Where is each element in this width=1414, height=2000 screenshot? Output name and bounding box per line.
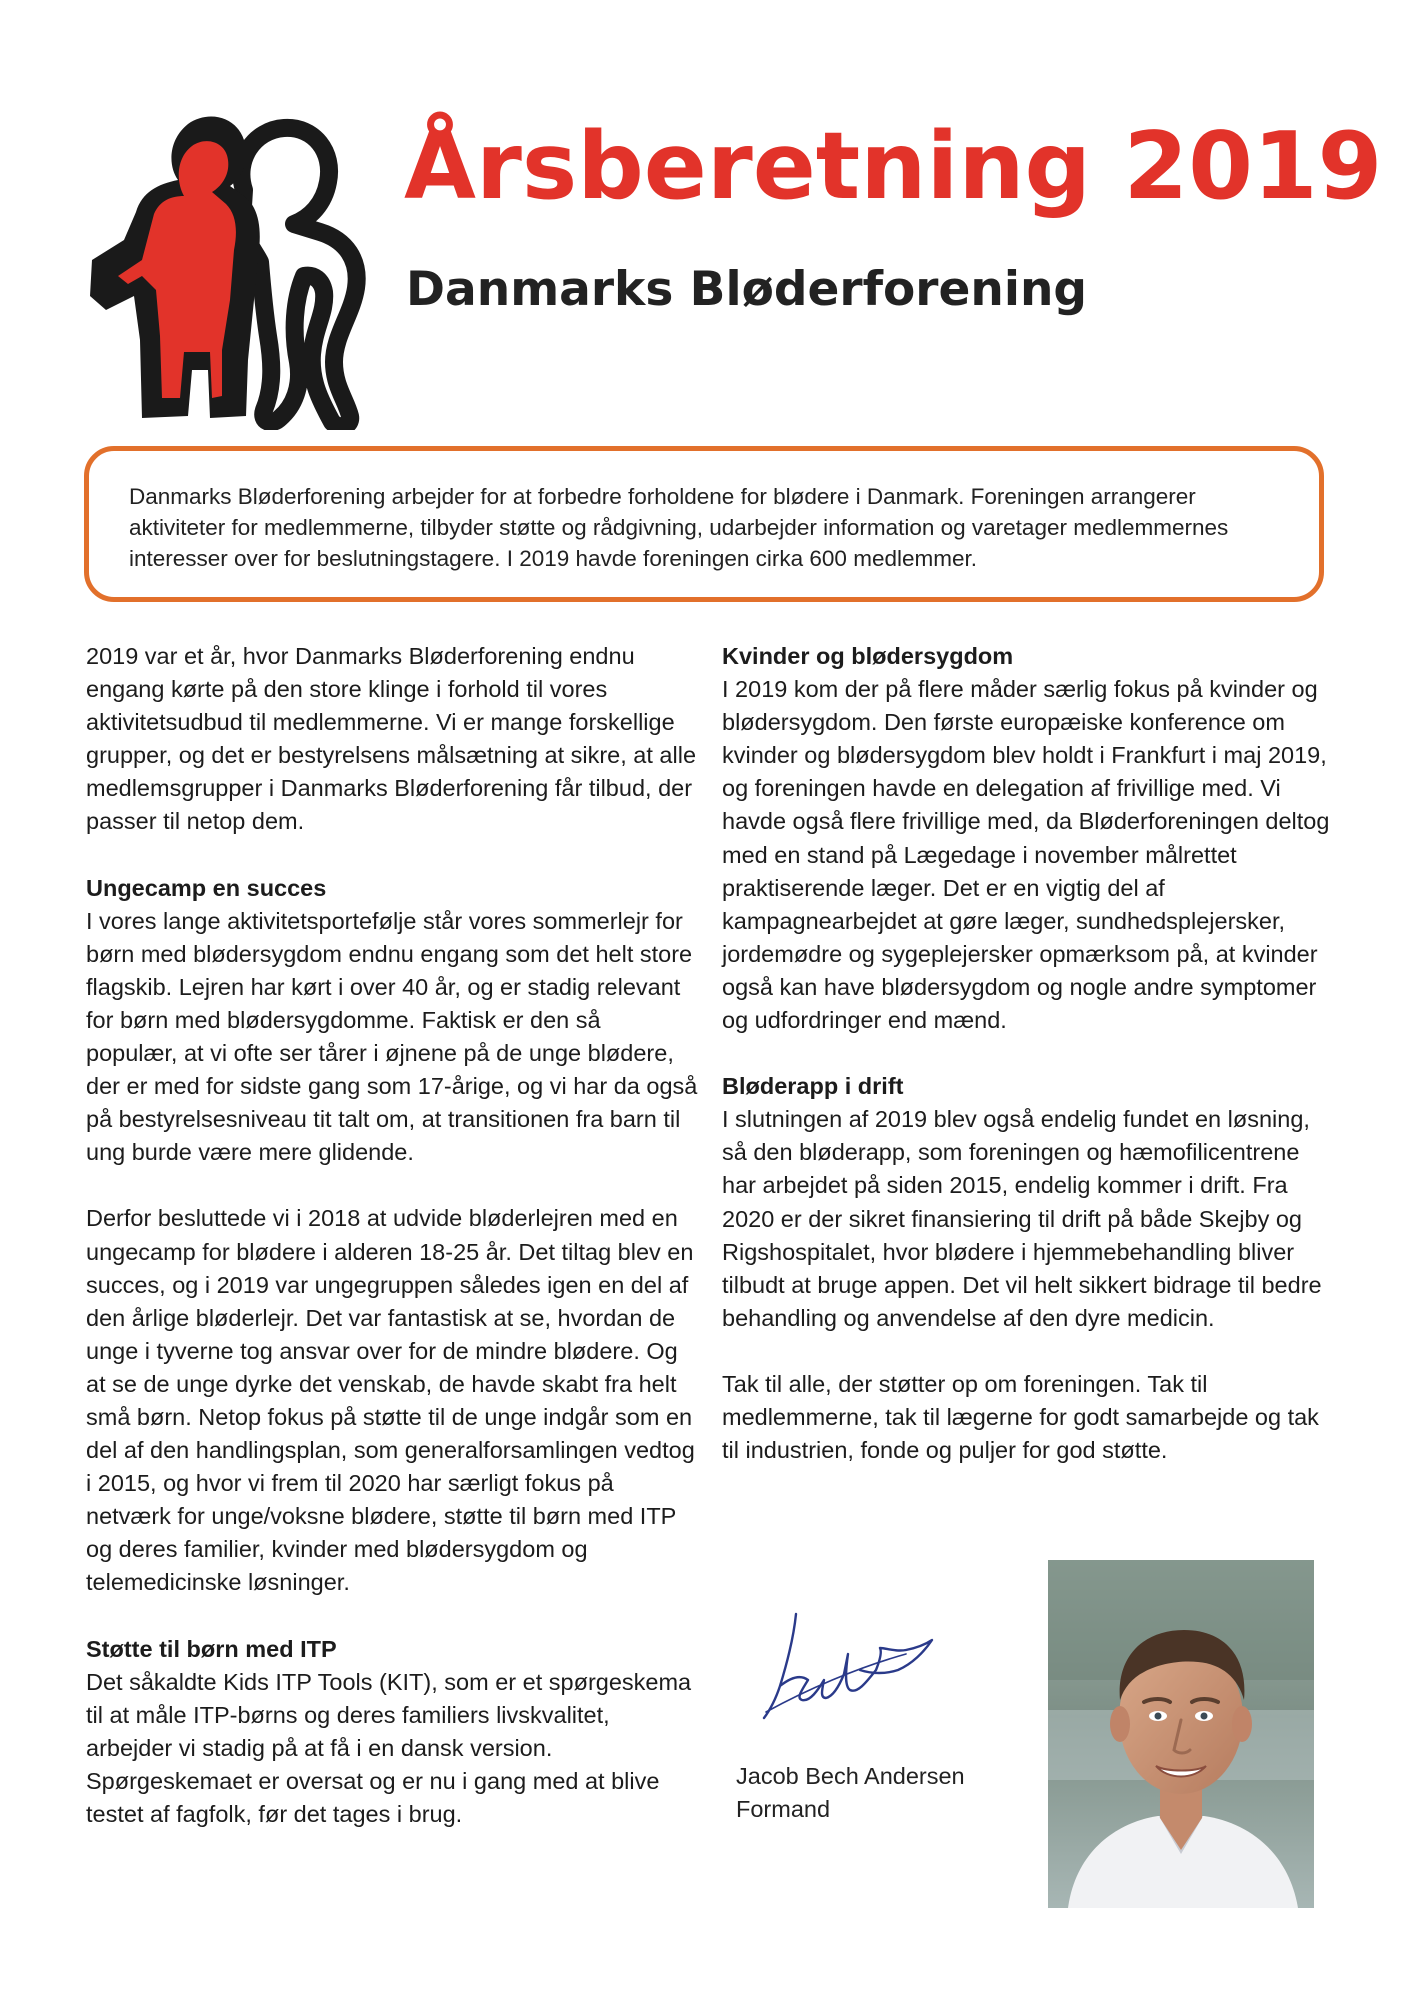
section-paragraph: Derfor besluttede vi i 2018 at udvide bløderlejren med en ungecamp for blødere i alderen 18-25 år. Det tiltag blev en succes, og i 2019 var ungegruppen således igen en del af den årlige bløderlejr. Det var fantastisk at se, hvordan de unge i tyverne tog ansvar over for de mindre blødere. Og at se de unge dyrke det venskab, de havde skabt fra helt små børn. Netop fokus på støtte til de unge indgår som en del af den handlingsplan, som generalforsamlingen vedtog i 2015, og hvor vi frem til 2020 har særligt fokus på netværk for unge/voksne blødere, støtte til børn med ITP og deres familier, kvinder med blødersygdom og telemedicinske løsninger.: [86, 1205, 695, 1596]
section-heading: Støtte til børn med ITP: [86, 1635, 337, 1662]
section-paragraph: I slutningen af 2019 blev også endelig fundet en løsning, så den bløderapp, som foreningen og hæmofilicentrene har arbejdet på siden 2015, endelig kommer i drift. Fra 2020 er der sikret finansiering til drift på både Skejby og Rigshospitalet, hvor blødere i hjemmebehandling bliver tilbudt at bruge appen. Det vil helt sikkert bidrage til bedre behandling og anvendelse af den dyre medicin.: [722, 1106, 1322, 1331]
signer-name: Jacob Bech Andersen: [736, 1763, 965, 1789]
section-heading: Ungecamp en succes: [86, 874, 327, 901]
signature: [736, 1594, 956, 1724]
page-subtitle: Danmarks Bløderforening: [406, 262, 1088, 317]
section-kvinder: [722, 640, 1334, 1037]
portrait-photo: [1048, 1560, 1314, 1908]
logo: [84, 100, 402, 430]
section-bloderapp: [722, 1070, 1334, 1335]
section-heading: Bløderapp i drift: [722, 1073, 904, 1100]
closing-paragraph: Tak til alle, der støtter op om foreningen. Tak til medlemmerne, tak til lægerne for godt samarbejde og tak til industrien, fonde og puljer for god støtte.: [722, 1370, 1319, 1464]
page-title: Årsberetning 2019: [404, 112, 1383, 220]
left-column: [86, 640, 698, 1864]
signer-role: Formand: [736, 1796, 831, 1822]
section-paragraph: I vores lange aktivitetsportefølje står vores sommerlejr for børn med blødersygdom endnu engang som det helt store flagskib. Lejren har kørt i over 40 år, og er stadig relevant for børn med blødersygdomme. Faktisk er den så populær, at vi ofte ser tårer i øjnene på de unge blødere, der er med for sidste gang som 17-årige, og vi har da også på bestyrelsesniveau tit talt om, at transitionen fra barn til ung burde være mere glidende.: [86, 907, 698, 1166]
intro-box: [84, 446, 1324, 602]
section-heading: Kvinder og blødersygdom: [722, 643, 1014, 669]
section-itp: [86, 1633, 698, 1832]
right-column: [722, 640, 1334, 1500]
signature-block: [736, 1760, 965, 1826]
opening-paragraph: 2019 var et år, hvor Danmarks Bløderforening endnu engang kørte på den store klinge i forhold til vores aktivitetsudbud til medlemmerne. Vi er mange forskellige grupper, og det er bestyrelsens målsætning at sikre, at alle medlemsgrupper i Danmarks Bløderforening får tilbud, der passer til netop dem.: [86, 643, 697, 835]
section-paragraph: Det såkaldte Kids ITP Tools (KIT), som er et spørgeskema til at måle ITP-børns og deres familiers livskvalitet, arbejder vi stadig på at få i en dansk version. Spørgeskemaet er oversat og er nu i gang med at blive testet af fagfolk, før det tages i brug.: [86, 1668, 692, 1827]
section-ungecamp: [86, 872, 698, 1600]
intro-text: Danmarks Bløderforening arbejder for at forbedre forholdene for blødere i Danmark. Foreningen arrangerer aktiviteter for medlemmerne, tilbyder støtte og rådgivning, udarbejder information og varetager medlemmernes interesser over for beslutningstagere. I 2019 havde foreningen cirka 600 medlemmer.: [129, 484, 1229, 571]
section-paragraph: I 2019 kom der på flere måder særlig fokus på kvinder og blødersygdom. Den første europæiske konference om kvinder og blødersygdom blev holdt i Frankfurt i maj 2019, og foreningen havde en delegation af frivillige med. Vi havde også flere frivillige med, da Bløderforeningen deltog med en stand på Lægedage i november målrettet praktiserende læger. Det er en vigtig del af kampagnearbejdet at gøre læger, sundhedsplejersker, jordemødre og sygeplejersker opmærksom på, at kvinder også kan have blødersygdom og nogle andre symptomer og udfordringer end mænd.: [722, 676, 1330, 1034]
